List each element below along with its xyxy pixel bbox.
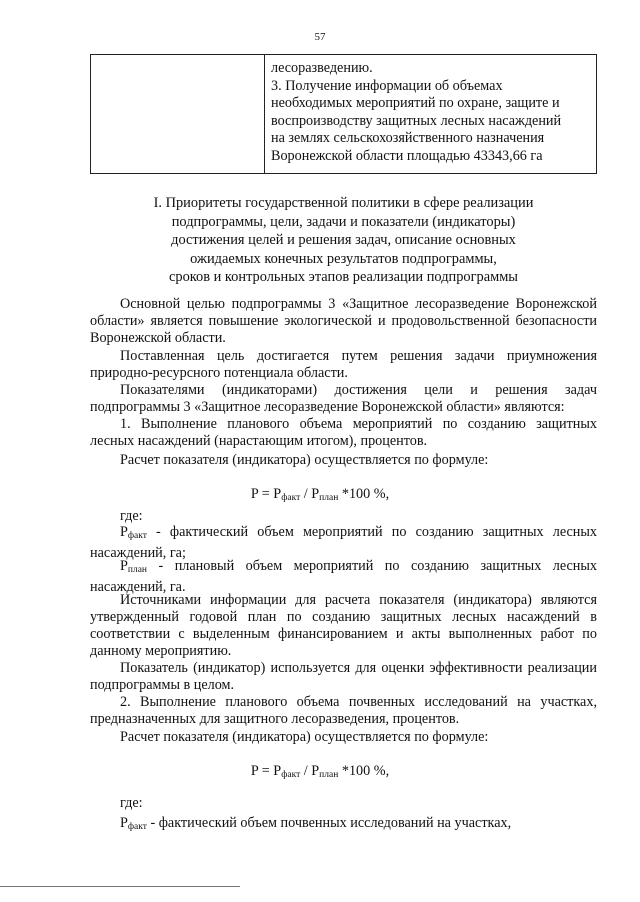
- definition-fact-2: $P_{факт}$ - фактический объем почвенных исследований на участках,: [120, 815, 512, 832]
- table-line: 3. Получение информации об объемах: [271, 77, 503, 94]
- table-line: воспроизводству защитных лесных насаждений: [271, 112, 562, 129]
- table-line: Воронежской области площадью 43343,66 га: [271, 147, 543, 164]
- paragraph-indicators: Показателями (индикаторами) достижения цели и решения задач подпрограммы 3 «Защитное лесоразведение Воронежской области» являются:: [90, 382, 597, 415]
- page-number: 57: [314, 31, 326, 43]
- heading-line: достижения целей и решения задач, описание основных: [171, 232, 516, 248]
- heading-line: подпрограммы, цели, задачи и показатели (индикаторы): [171, 213, 516, 230]
- heading-line: ожидаемых конечных результатов подпрограммы,: [190, 250, 497, 267]
- table-line: лесоразведению.: [271, 60, 373, 76]
- definition-fact-1: $P_{факт}$ - фактический объем мероприятий по созданию защитных лесных насаждений, га;: [90, 524, 597, 561]
- formula-1: $P = P_{факт} / P_{план}$ *100 %,: [250, 486, 390, 503]
- table-row: [91, 55, 597, 174]
- where-label-2: где:: [120, 795, 143, 811]
- paragraph-indicator-1: 1. Выполнение планового объема мероприятий по созданию защитных лесных насаждений (нарастающим итогом), процентов.: [90, 416, 597, 449]
- where-label-1: где:: [120, 508, 143, 524]
- heading-line: сроков и контрольных этапов реализации подпрограммы: [169, 269, 518, 285]
- paragraph-sources: Источниками информации для расчета показателя (индикатора) являются утвержденный годовой план по созданию защитных лесных насаждений в соответствии с выделенным финансированием и акты выполненных работ по данному мероприятию.: [90, 592, 597, 659]
- paragraph-formula-intro-1: Расчет показателя (индикатора) осуществляется по формуле:: [120, 452, 489, 468]
- section-heading: [90, 194, 597, 287]
- continuation-table: [90, 54, 597, 174]
- paragraph-formula-intro-2: Расчет показателя (индикатора) осуществляется по формуле:: [120, 729, 489, 745]
- table-line: на землях сельскохозяйственного назначения: [271, 130, 545, 146]
- footer-rule: [0, 886, 240, 887]
- table-cell-empty: [91, 55, 265, 174]
- table-cell-text: [265, 55, 597, 174]
- paragraph-indicator-2: 2. Выполнение планового объема почвенных исследований на участках, предназначенных для защитного лесоразведения, процентов.: [90, 694, 597, 727]
- heading-line: I. Приоритеты государственной политики в сфере реализации: [153, 195, 534, 211]
- formula-2: $P = P_{факт} / P_{план}$ *100 %,: [250, 763, 390, 780]
- paragraph-goal: Основной целью подпрограммы 3 «Защитное лесоразведение Воронежской области» является повышение экологической и продовольственной безопасности Воронежской области.: [90, 296, 597, 346]
- paragraph-task: Поставленная цель достигается путем решения задачи приумножения природно-ресурсного потенциала области.: [90, 348, 597, 381]
- paragraph-usage: Показатель (индикатор) используется для оценки эффективности реализации подпрограммы в целом.: [90, 660, 597, 693]
- table-line: необходимых мероприятий по охране, защите и: [271, 95, 560, 111]
- definition-plan-1: $P_{план}$ - плановый объем мероприятий по созданию защитных лесных насаждений, га.: [90, 558, 597, 595]
